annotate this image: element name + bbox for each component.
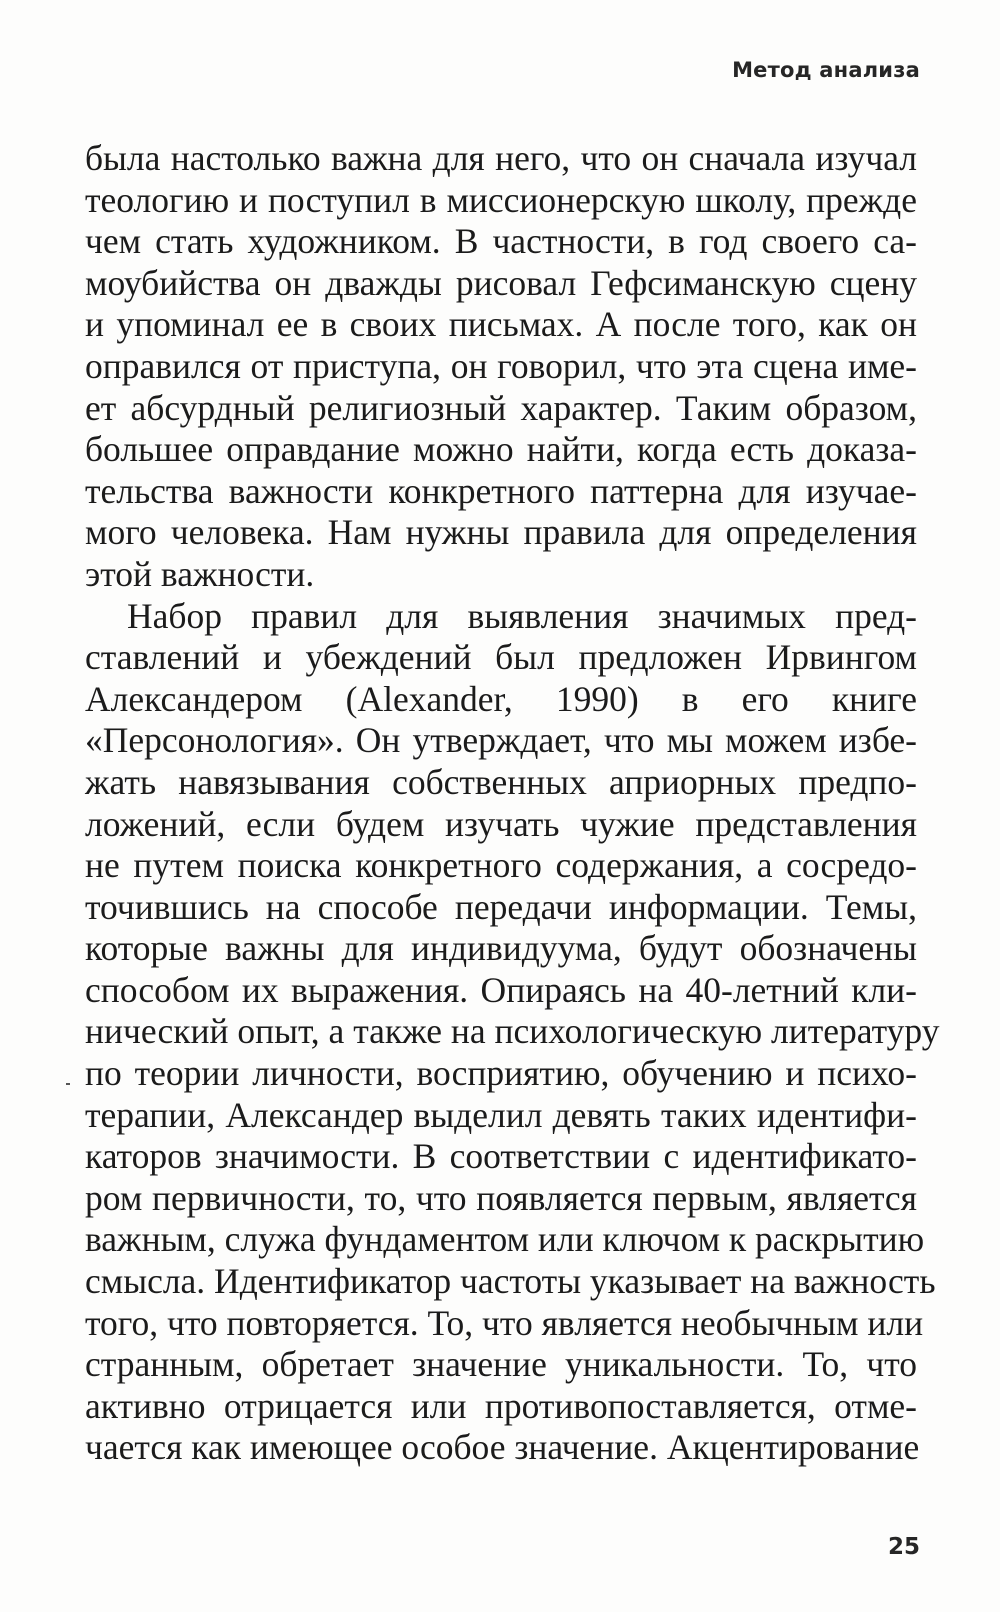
text-line: большее оправдание можно найти, когда есть доказа- (85, 429, 917, 470)
text-line: Набор правил для выявления значимых пред- (127, 595, 917, 636)
text-line: терапии, Александер выделил девять таких идентифи- (85, 1094, 917, 1135)
text-line: ет абсурдный религиозный характер. Таким образом, (85, 387, 917, 428)
text-line: чем стать художником. В частности, в год своего са- (85, 221, 917, 262)
text-line: ложений, если будем изучать чужие представления (85, 803, 917, 844)
text-line: по теории личности, восприятию, обучению и психо- (85, 1053, 917, 1094)
text-line: была настолько важна для него, что он сначала изучал (85, 138, 917, 178)
text-line: ром первичности, то, что появляется первым, является (85, 1177, 917, 1218)
text-line: точившись на способе передачи информации. Темы, (85, 886, 917, 927)
text-line: чается как имеющее особое значение. Акцентирование (85, 1427, 920, 1468)
text-line: мого человека. Нам нужны правила для определения (85, 512, 917, 553)
text-line: активно отрицается или противопоставляется, отме- (85, 1385, 917, 1426)
text-line: ставлений и убеждений был предложен Ирвингом (85, 637, 917, 678)
text-line: оправился от приступа, он говорил, что эта сцена име- (85, 345, 917, 386)
text-line: теологию и поступил в миссионерскую школу, прежде (85, 179, 917, 220)
paragraph (85, 138, 917, 596)
text-line: не путем поиска конкретного содержания, а сосредо- (85, 845, 917, 886)
text-line: жать навязывания собственных априорных предпо- (85, 761, 917, 802)
paragraph (85, 595, 940, 1469)
text-line: странным, обретает значение уникальности. То, что (85, 1344, 917, 1385)
text-line: нический опыт, а также на психологическую литературу (85, 1011, 940, 1052)
text-line: того, что повторяется. То, что является необычным или (85, 1302, 924, 1343)
text-line: моубийства он дважды рисовал Гефсиманскую сцену (85, 262, 917, 303)
text-line: каторов значимости. В соответствии с идентификато- (85, 1136, 917, 1177)
text-line: которые важны для индивидуума, будут обозначены (85, 928, 917, 969)
text-line: тельства важности конкретного паттерна для изучае- (85, 470, 917, 511)
running-head: Метод анализа (732, 58, 920, 82)
body-text (85, 138, 940, 1469)
text-line: смысла. Идентификатор частоты указывает на важность (85, 1261, 936, 1302)
text-line: и упоминал ее в своих письмах. А после того, как он (85, 304, 917, 345)
page-number: 25 (887, 1534, 920, 1560)
text-line: «Персонология». Он утверждает, что мы можем избе- (85, 720, 917, 761)
text-line: способом их выражения. Опираясь на 40-летний кли- (85, 969, 917, 1010)
text-line: Александером (Alexander, 1990) в его книге (85, 678, 917, 719)
text-line: важным, служа фундаментом или ключом к раскрытию (85, 1219, 925, 1260)
margin-mark (66, 1083, 70, 1085)
text-line: этой важности. (85, 553, 315, 594)
